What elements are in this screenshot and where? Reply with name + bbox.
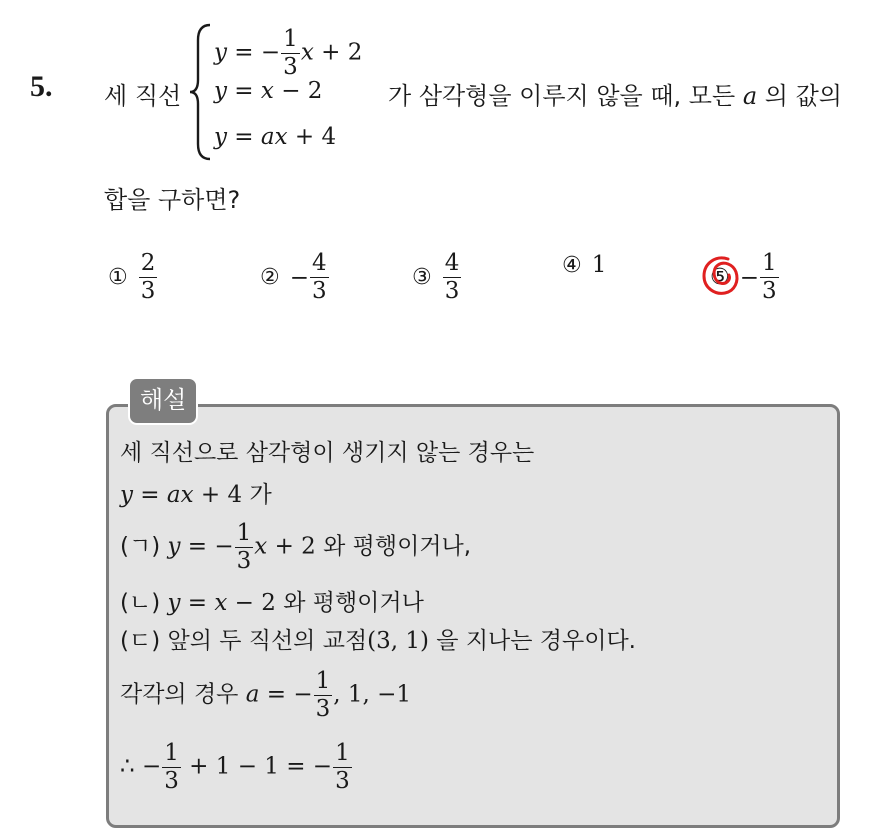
solution-line-5: (ㄷ) 앞의 두 직선의 교점(3, 1) 을 지나는 경우이다. [120, 628, 636, 654]
question-stem: 세 직선 [104, 82, 182, 110]
system-line-1: y = − $\frac{1}{3}$ x + 2 [214, 26, 363, 80]
solution-line-7: ∴ − $\frac{1}{3}$ + 1 − 1 = − $\frac{1}{3}$ [120, 740, 350, 794]
question-text: 가 삼각형을 이루지 않을 때, 모든 a 의 값의 [388, 82, 842, 110]
fraction: $\frac{1}{3}$ [283, 26, 298, 80]
left-brace [188, 22, 214, 162]
question-number: 5. [30, 70, 53, 103]
solution-line-6: 각각의 경우 a = − $\frac{1}{3}$ , 1, −1 [120, 668, 412, 722]
choice-4[interactable]: ④ 1 [562, 252, 607, 278]
choice-5-number: ⑤ [710, 265, 730, 290]
solution-line-1: 세 직선으로 삼각형이 생기지 않는 경우는 [120, 440, 535, 466]
choice-3[interactable]: ③ $\frac{4}{3}$ [412, 250, 460, 304]
question-text-line2: 합을 구하면? [104, 186, 241, 214]
choice-5[interactable]: ⑤ − $\frac{1}{3}$ [710, 252, 780, 303]
solution-line-4: (ㄴ) y = x − 2 와 평행이거나 [120, 590, 424, 616]
choice-1[interactable]: ① $\frac{2}{3}$ [108, 250, 156, 304]
solution-line-2: y = ax + 4 가 [120, 482, 272, 508]
system-line-3: y = ax + 4 [214, 124, 337, 150]
system-line-2: y = x − 2 [214, 78, 323, 104]
solution-line-3: (ㄱ) y = − $\frac{1}{3}$ x + 2 와 평행이거나, [120, 520, 472, 574]
choice-2[interactable]: ② − $\frac{4}{3}$ [260, 250, 327, 304]
solution-tag: 해설 [128, 377, 198, 425]
